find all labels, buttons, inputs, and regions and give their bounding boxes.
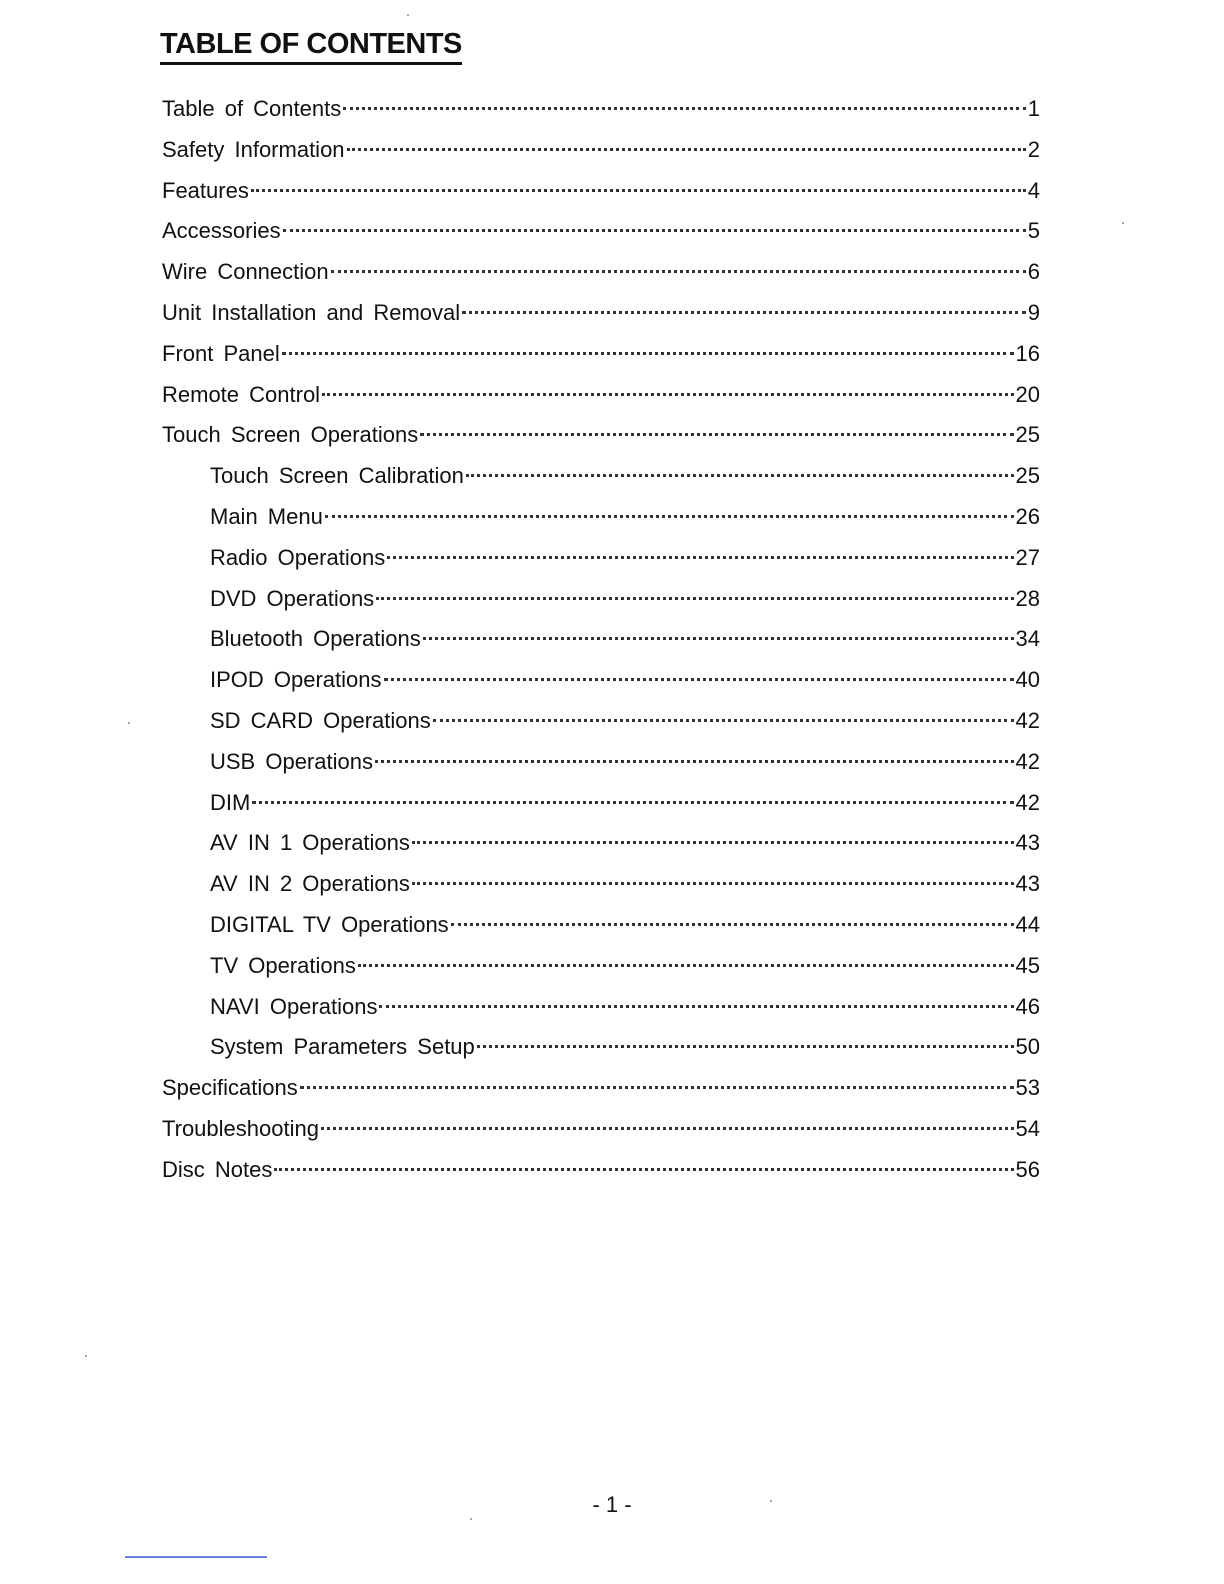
toc-entry-page: 4 xyxy=(1027,177,1040,203)
dot-leader xyxy=(466,474,1014,477)
toc-entry-page: 42 xyxy=(1015,789,1040,815)
toc-entry-label: Main Menu xyxy=(210,504,323,529)
dot-leader xyxy=(376,597,1013,600)
dot-leader xyxy=(321,1127,1014,1130)
toc-entry-label: DIGITAL TV Operations xyxy=(210,912,449,937)
toc-entry-label: Front Panel xyxy=(162,340,280,366)
toc-entry-page: 56 xyxy=(1015,1156,1040,1182)
page-number: - 1 - xyxy=(592,1492,632,1517)
toc-entry-label: SD CARD Operations xyxy=(210,708,431,733)
dot-leader xyxy=(252,801,1013,804)
toc-entry xyxy=(162,296,1040,330)
dot-leader xyxy=(412,882,1014,885)
toc-entry-label: USB Operations xyxy=(210,748,373,774)
toc-entry-label: Specifications xyxy=(162,1075,298,1101)
toc-entry-label: DVD Operations xyxy=(210,585,375,611)
toc-entry-page: 16 xyxy=(1015,340,1040,366)
dot-leader xyxy=(387,556,1013,559)
toc-entry xyxy=(162,378,1040,412)
dot-leader xyxy=(251,189,1026,192)
toc-entry xyxy=(162,255,1040,289)
dot-leader xyxy=(423,637,1014,640)
toc-entry xyxy=(210,908,1040,942)
toc-entry-label: DIM xyxy=(210,789,251,815)
toc-entry-label: Radio Operations xyxy=(210,544,386,570)
toc-entry xyxy=(162,133,1040,167)
toc-entry xyxy=(210,949,1040,983)
toc-entry-label: Touch Screen Operations xyxy=(162,422,419,448)
dot-leader xyxy=(300,1086,1014,1089)
toc-entry xyxy=(210,786,1040,820)
toc-entry xyxy=(210,582,1040,616)
toc-entry-page: 28 xyxy=(1015,585,1040,611)
toc-entry-page: 1 xyxy=(1027,96,1040,121)
dot-leader xyxy=(358,964,1014,967)
toc-entry-label: AV IN 2 Operations xyxy=(210,871,410,897)
toc-entry-page: 27 xyxy=(1015,544,1040,570)
toc-entry xyxy=(210,622,1040,656)
page-title: TABLE OF CONTENTS xyxy=(160,26,462,65)
dot-leader xyxy=(283,229,1026,232)
toc-entry-page: 5 xyxy=(1027,218,1040,244)
toc-entry xyxy=(210,1030,1040,1064)
toc-entry-label: Bluetooth Operations xyxy=(210,626,421,652)
scan-speck xyxy=(128,722,130,724)
toc-entry-page: 46 xyxy=(1015,993,1040,1019)
toc-entry-label: TV Operations xyxy=(210,952,356,978)
dot-leader xyxy=(477,1045,1014,1048)
toc-entry-page: 40 xyxy=(1015,667,1040,693)
toc-entry xyxy=(210,990,1040,1024)
scan-speck xyxy=(1122,222,1124,224)
toc-entry-page: 43 xyxy=(1015,830,1040,856)
dot-leader xyxy=(433,719,1014,722)
toc-entry-label: Accessories xyxy=(162,218,281,244)
toc-entry-page: 25 xyxy=(1015,463,1040,489)
toc-entry xyxy=(162,418,1040,452)
toc-entry-label: Troubleshooting xyxy=(162,1116,319,1141)
scan-speck xyxy=(770,1500,772,1502)
toc-entry xyxy=(210,500,1040,534)
scan-speck xyxy=(85,1355,87,1357)
dot-leader xyxy=(462,311,1026,314)
dot-leader xyxy=(331,270,1026,273)
toc-entry-label: System Parameters Setup xyxy=(210,1034,475,1060)
toc-entry-label: Safety Information xyxy=(162,136,345,162)
scan-speck xyxy=(470,1518,472,1520)
toc-entry-label: Touch Screen Calibration xyxy=(210,463,464,489)
toc-entry-page: 54 xyxy=(1015,1116,1040,1141)
toc-entry-page: 53 xyxy=(1015,1075,1040,1101)
toc-entry-label: Table of Contents xyxy=(162,96,342,121)
toc-entry-label: Remote Control xyxy=(162,381,321,407)
toc-entry xyxy=(162,174,1040,208)
dot-leader xyxy=(451,923,1014,926)
toc-entry-page: 20 xyxy=(1015,381,1040,407)
dot-leader xyxy=(347,148,1026,151)
toc-entry-page: 2 xyxy=(1027,136,1040,162)
toc-entry-page: 43 xyxy=(1015,871,1040,897)
toc-entry xyxy=(210,704,1040,738)
toc-entry xyxy=(162,1112,1040,1146)
toc-entry-page: 34 xyxy=(1015,626,1040,652)
toc-entry xyxy=(162,337,1040,371)
toc-entry xyxy=(210,867,1040,901)
dot-leader xyxy=(322,393,1013,396)
toc-entry-label: Features xyxy=(162,177,249,203)
toc-entry xyxy=(162,92,1040,126)
toc-entry-page: 44 xyxy=(1015,912,1040,937)
toc-entry xyxy=(210,663,1040,697)
toc-entry-label: Disc Notes xyxy=(162,1156,273,1182)
dot-leader xyxy=(274,1168,1013,1171)
toc-entry-page: 9 xyxy=(1027,300,1040,325)
dot-leader xyxy=(384,678,1014,681)
toc-entry-page: 6 xyxy=(1027,259,1040,285)
dot-leader xyxy=(343,107,1026,110)
toc-entry-page: 45 xyxy=(1015,952,1040,978)
scan-speck xyxy=(407,14,409,16)
toc-entry-label: IPOD Operations xyxy=(210,667,382,693)
toc-entry xyxy=(210,541,1040,575)
toc-entry xyxy=(210,826,1040,860)
bottom-rule xyxy=(125,1556,267,1558)
dot-leader xyxy=(412,841,1014,844)
toc-entry xyxy=(162,1071,1040,1105)
toc-entry xyxy=(210,745,1040,779)
dot-leader xyxy=(282,352,1014,355)
toc-entry xyxy=(210,459,1040,493)
toc-entry-page: 50 xyxy=(1015,1034,1040,1060)
toc-entry-page: 26 xyxy=(1015,504,1040,529)
toc-entry-label: NAVI Operations xyxy=(210,993,378,1019)
dot-leader xyxy=(325,515,1014,518)
toc-entry-label: Wire Connection xyxy=(162,259,329,285)
toc-entry-label: Unit Installation and Removal xyxy=(162,300,461,325)
toc-entry xyxy=(162,1153,1040,1187)
dot-leader xyxy=(420,433,1013,436)
dot-leader xyxy=(375,760,1014,763)
toc-entry-label: AV IN 1 Operations xyxy=(210,830,410,856)
toc-entry-page: 42 xyxy=(1015,708,1040,733)
toc-entry-page: 42 xyxy=(1015,748,1040,774)
dot-leader xyxy=(379,1005,1013,1008)
toc-entry xyxy=(162,214,1040,248)
toc-entry-page: 25 xyxy=(1015,422,1040,448)
